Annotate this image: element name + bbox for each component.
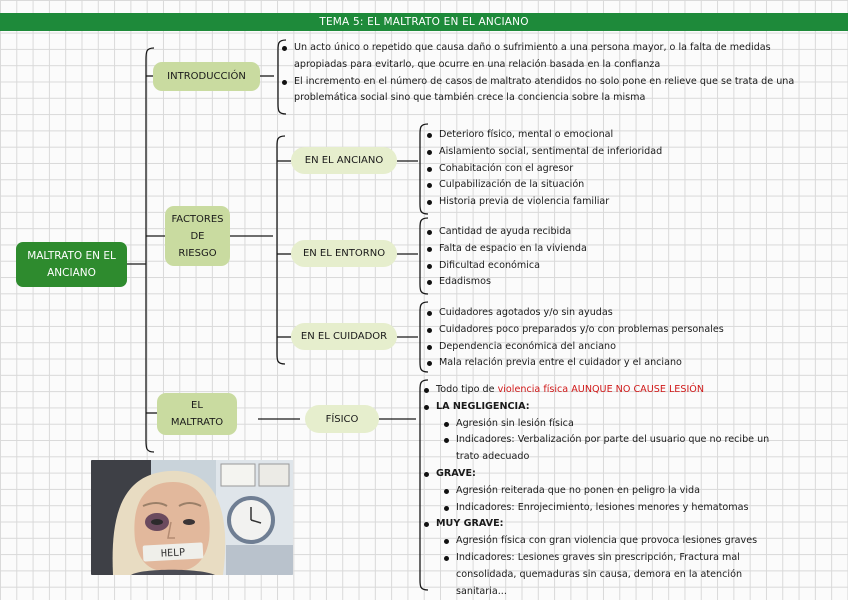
list-item: Falta de espacio en la vivienda: [425, 241, 587, 258]
node-fisico-label: FÍSICO: [325, 413, 359, 425]
list-item: Dificultad económica: [425, 258, 587, 275]
node-entorno-label: EN EL ENTORNO: [302, 248, 386, 259]
node-anciano-label: EN EL ANCIANO: [304, 155, 384, 166]
list-item: Culpabilización de la situación: [425, 177, 662, 194]
list-heading-negligencia: LA NEGLIGENCIA:: [422, 399, 822, 416]
root-node-label: MALTRATO EN EL ANCIANO: [27, 249, 116, 279]
list-item: Mala relación previa entre el cuidador y el anciano: [425, 355, 724, 372]
root-node-maltrato: [16, 242, 127, 287]
list-item: Cohabitación con el agresor: [425, 161, 662, 178]
node-fisico: [305, 405, 379, 433]
node-introduccion-label: INTRODUCCIÓN: [167, 71, 246, 82]
page-title: TEMA 5: EL MALTRATO EN EL ANCIANO: [0, 13, 848, 31]
tape-text: HELP: [160, 547, 186, 560]
list-subitem: Agresión física con gran violencia que provoca lesiones graves: [422, 533, 822, 550]
list-subitem: Indicadores: Verbalización por parte del usuario que no recibe un trato adecuado: [422, 432, 822, 466]
list-subitem: Indicadores: Lesiones graves sin prescripción, Fractura mal consolidada, quemaduras sin causa, demora en la atención sanitaria...: [422, 550, 822, 600]
photo-illustration: [91, 460, 293, 575]
node-en-el-anciano: [291, 147, 397, 174]
list-item: Cuidadores agotados y/o sin ayudas: [425, 305, 724, 322]
intro-prefix: Todo tipo de: [436, 384, 498, 395]
list-item: Cuidadores poco preparados y/o con problemas personales: [425, 322, 724, 339]
node-el-maltrato: [157, 393, 237, 435]
node-en-el-cuidador: [291, 323, 397, 350]
node-en-el-entorno: [291, 240, 397, 267]
list-subitem: Agresión reiterada que no ponen en peligro la vida: [422, 483, 822, 500]
list-item: Cantidad de ayuda recibida: [425, 224, 587, 241]
elderly-woman-photo: [91, 460, 293, 575]
fisico-list: [422, 382, 822, 600]
node-factores-label: FACTORES DE RIESGO: [171, 213, 224, 259]
list-subitem: Indicadores: Enrojecimiento, lesiones menores y hematomas: [422, 500, 822, 517]
list-item: Un acto único o repetido que causa daño o sufrimiento a una persona mayor, o la falta de medidas apropiadas para evitarlo, que ocurre en una relación basada en la confianza: [280, 40, 810, 74]
list-subitem: Agresión sin lesión física: [422, 416, 822, 433]
intro-highlight: violencia física AUNQUE NO CAUSE LESIÓN: [497, 384, 704, 395]
node-maltrato-label: EL MALTRATO: [170, 400, 224, 428]
list-item: Edadismos: [425, 274, 587, 291]
list-item: Aislamiento social, sentimental de inferioridad: [425, 144, 662, 161]
list-heading-muy-grave: MUY GRAVE:: [422, 516, 822, 533]
list-item: El incremento en el número de casos de maltrato atendidos no solo pone en relieve que se trata de una problemática social sino que también crece la conciencia sobre la misma: [280, 74, 810, 108]
list-item: Dependencia económica del anciano: [425, 339, 724, 356]
cuidador-list: [425, 305, 724, 372]
node-introduccion: [153, 62, 260, 91]
list-item-intro: [422, 382, 822, 399]
list-item: Deterioro físico, mental o emocional: [425, 127, 662, 144]
anciano-list: [425, 127, 662, 211]
introduccion-list: [280, 40, 810, 107]
list-heading-grave: GRAVE:: [422, 466, 822, 483]
entorno-list: [425, 224, 587, 291]
list-item: Historia previa de violencia familiar: [425, 194, 662, 211]
node-factores-riesgo: [165, 206, 230, 266]
node-cuidador-label: EN EL CUIDADOR: [300, 331, 388, 342]
